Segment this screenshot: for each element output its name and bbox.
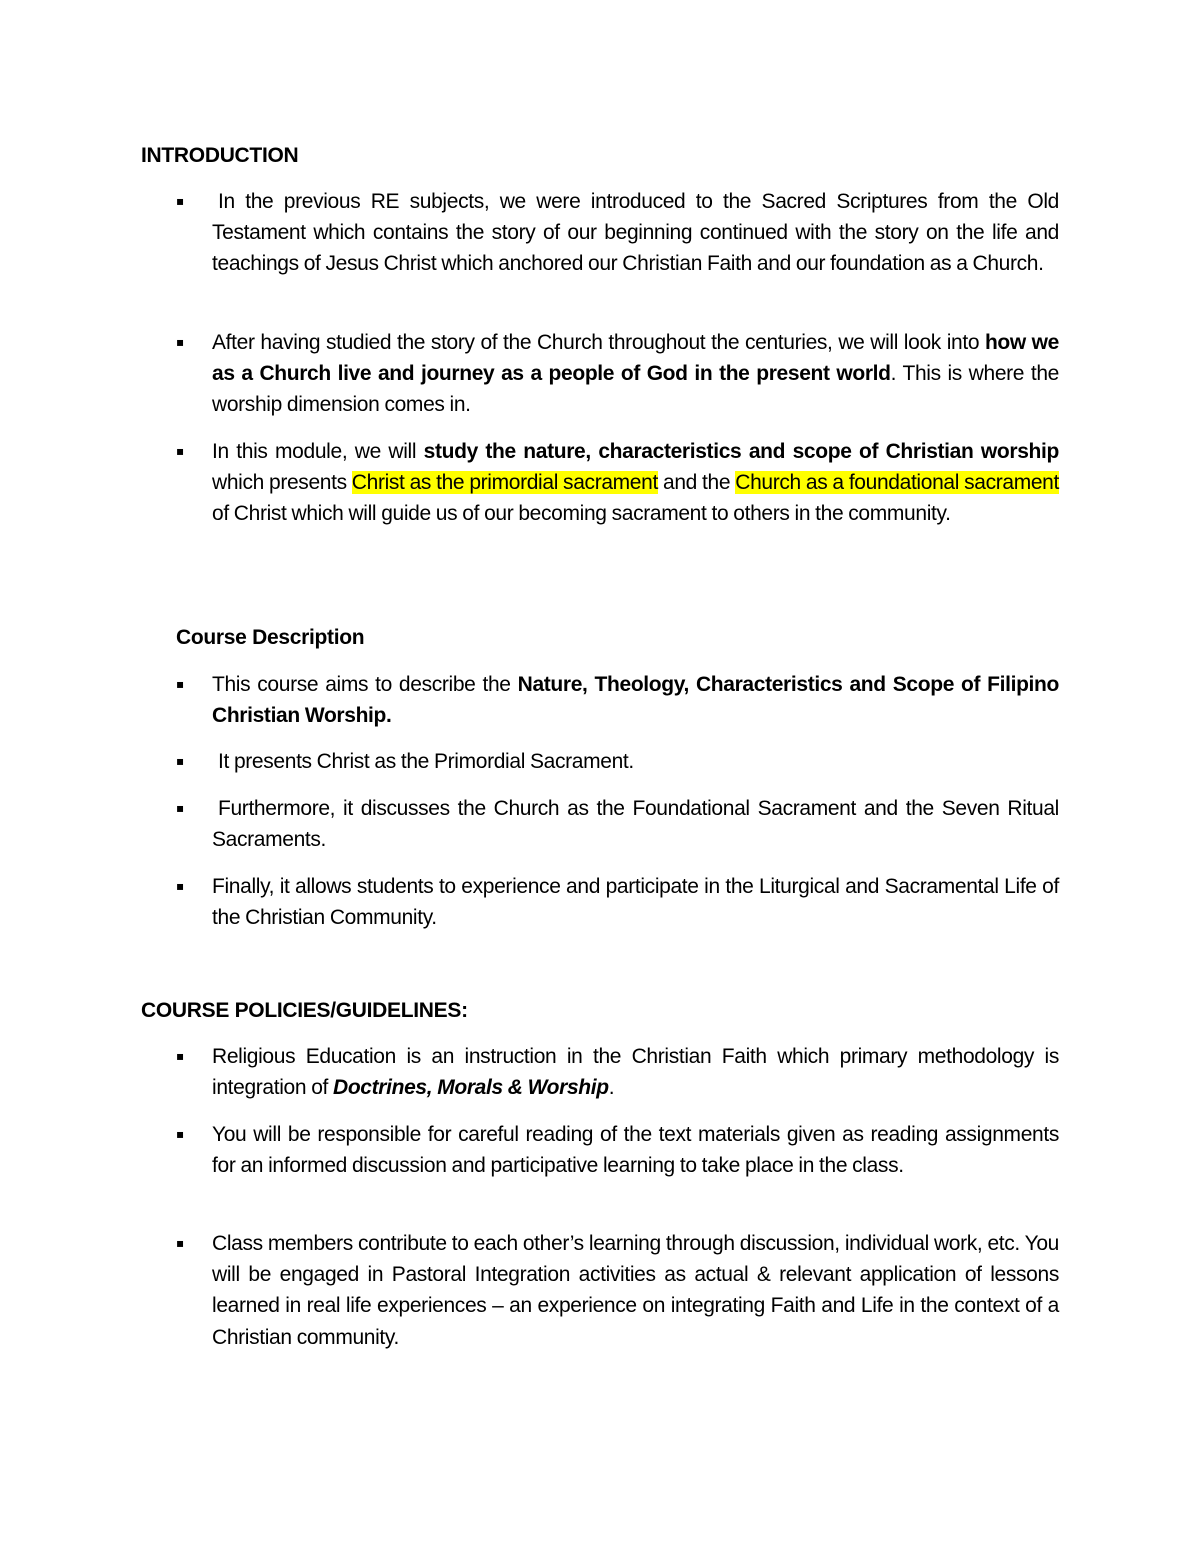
bullet-icon: ▪ bbox=[176, 1236, 185, 1250]
intro-item-1 bbox=[212, 186, 1059, 280]
bullet-icon: ▪ bbox=[176, 1049, 185, 1063]
bullet-icon: ▪ bbox=[176, 754, 185, 768]
bullet-icon: ▪ bbox=[176, 801, 185, 815]
highlight-primordial-sacrament: Christ as the primordial sacrament bbox=[351, 471, 658, 495]
intro-item-3 bbox=[212, 436, 1059, 530]
bullet-icon: ▪ bbox=[176, 335, 185, 349]
policies-item-1-text-end: . bbox=[608, 1076, 615, 1100]
course-description-item-3 bbox=[212, 793, 1059, 855]
course-description-heading: Course Description bbox=[176, 626, 365, 649]
introduction-heading: INTRODUCTION bbox=[141, 144, 299, 167]
bullet-icon: ▪ bbox=[176, 444, 185, 458]
highlight-foundational-sacrament: Church as a foundational sacrament bbox=[735, 471, 1059, 495]
course-description-item-2 bbox=[212, 746, 1059, 777]
intro-item-3-text-3: and the bbox=[657, 471, 736, 495]
intro-item-3-text: In this module, we will bbox=[212, 440, 424, 463]
policies-item-3-text: Class members contribute to each other’s learning through discussion, individual work, etc. You will be engaged in Pastoral Integration activities as actual & relevant application of lessons learned in real life experiences – an experience on integrating Faith and Life in the context of a Christian community. bbox=[212, 1232, 1059, 1349]
policies-item-1-bold-italic: Doctrines, Morals & Worship bbox=[333, 1076, 609, 1100]
bullet-icon: ▪ bbox=[176, 879, 185, 893]
intro-item-3-text-2: which presents bbox=[212, 471, 352, 495]
intro-item-3-bold: study the nature, characteristics and scope of Christian worship bbox=[423, 440, 1059, 463]
intro-item-1-text: In the previous RE subjects, we were introduced to the Sacred Scriptures from the Old Testament which contains the story of our beginning continued with the story on the life and teachings of Jesus Christ which anchored our Christian Faith and our foundation as a Church. bbox=[212, 190, 1059, 276]
intro-item-3-text-4: of Christ which will guide us of our becoming sacrament to others in the community. bbox=[212, 502, 951, 526]
bullet-icon: ▪ bbox=[176, 1127, 185, 1141]
cd-item-2-text: It presents Christ as the Primordial Sacrament. bbox=[218, 750, 634, 773]
policies-item-1-text: Religious Education is an instruction in the Christian Faith which primary methodology is integration of bbox=[212, 1045, 1059, 1100]
bullet-icon: ▪ bbox=[176, 194, 185, 208]
course-policies-heading: COURSE POLICIES/GUIDELINES: bbox=[141, 999, 468, 1022]
cd-item-1-text: This course aims to describe the bbox=[212, 673, 518, 696]
cd-item-1-bold: Nature, Theology, Characteristics and Scope of Filipino Christian Worship. bbox=[212, 673, 1059, 728]
policies-item-2-text: You will be responsible for careful reading of the text materials given as reading assignments for an informed discussion and participative learning to take place in the class. bbox=[212, 1123, 1059, 1178]
policies-item-2 bbox=[212, 1119, 1059, 1181]
policies-item-3 bbox=[212, 1228, 1059, 1353]
intro-item-2 bbox=[212, 327, 1059, 421]
intro-item-2-bold: how we as a Church live and journey as a people of God in the present world bbox=[212, 331, 1059, 386]
course-description-item-1 bbox=[212, 669, 1059, 731]
policies-item-1 bbox=[212, 1041, 1059, 1103]
cd-item-3-text: Furthermore, it discusses the Church as the Foundational Sacrament and the Seven Ritual Sacraments. bbox=[212, 797, 1059, 852]
intro-item-2-text-end: . This is where the worship dimension comes in. bbox=[212, 362, 1060, 417]
cd-item-4-text: Finally, it allows students to experience and participate in the Liturgical and Sacramental Life of the Christian Community. bbox=[212, 875, 1059, 930]
intro-item-2-text: After having studied the story of the Church throughout the centuries, we will look into bbox=[212, 331, 985, 354]
course-description-item-4 bbox=[212, 871, 1059, 933]
bullet-icon: ▪ bbox=[176, 677, 185, 691]
